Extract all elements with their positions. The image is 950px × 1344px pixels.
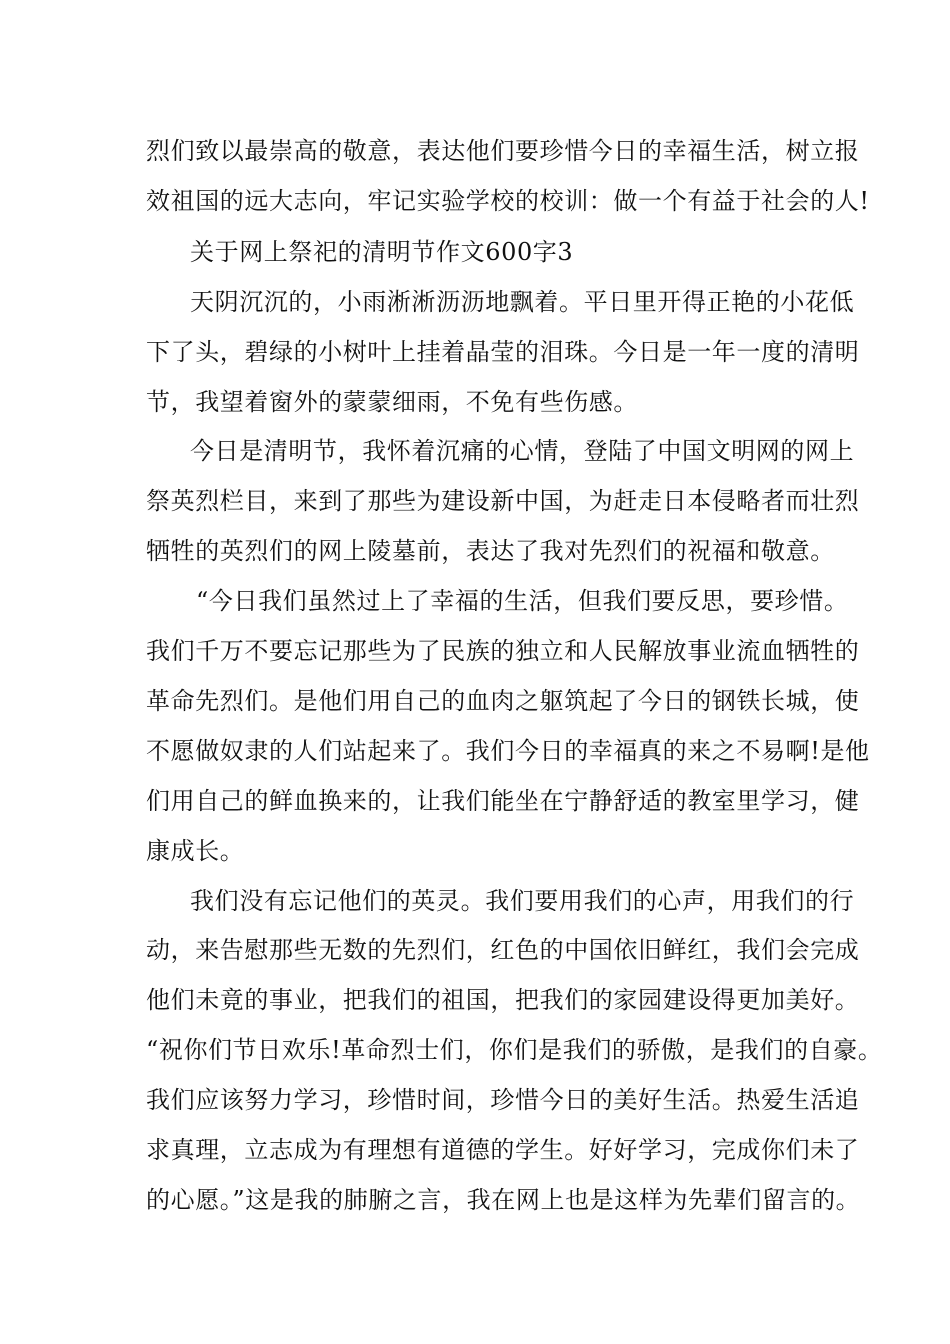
text-line: 下了头，碧绿的小树叶上挂着晶莹的泪珠。今日是一年一度的清明 <box>146 338 860 366</box>
text-line: 我们千万不要忘记那些为了民族的独立和人民解放事业流血牺牲的 <box>146 637 860 665</box>
text-line: 革命先烈们。是他们用自己的血肉之躯筑起了今日的钢铁长城，使 <box>146 687 860 715</box>
paragraph-start-line: 今日是清明节，我怀着沉痛的心情，登陆了中国文明网的网上 <box>190 437 855 465</box>
text-line: 祭英烈栏目，来到了那些为建设新中国，为赶走日本侵略者而壮烈 <box>146 487 860 515</box>
paragraph-start-line: 我们没有忘记他们的英灵。我们要用我们的心声，用我们的行 <box>190 887 855 915</box>
paragraph-start-line: 天阴沉沉的，小雨淅淅沥沥地飘着。平日里开得正艳的小花低 <box>190 288 855 316</box>
text-line: 节，我望着窗外的蒙蒙细雨，不免有些伤感。 <box>146 388 638 416</box>
text-line: 动，来告慰那些无数的先烈们，红色的中国依旧鲜红，我们会完成 <box>146 936 860 964</box>
text-line: 我们应该努力学习，珍惜时间，珍惜今日的美好生活。热爱生活追 <box>146 1086 860 1114</box>
text-line: 不愿做奴隶的人们站起来了。我们今日的幸福真的来之不易啊!是他 <box>146 737 870 765</box>
section-heading: 关于网上祭祀的清明节作文600字3 <box>190 238 574 266</box>
text-line: 效祖国的远大志向，牢记实验学校的校训：做一个有益于社会的人! <box>146 187 870 215</box>
text-line: 他们未竟的事业，把我们的祖国，把我们的家园建设得更加美好。 <box>146 986 860 1014</box>
text-line: 牺牲的英烈们的网上陵墓前，表达了我对先烈们的祝福和敬意。 <box>146 537 835 565</box>
text-line: “祝你们节日欢乐!革命烈士们，你们是我们的骄傲，是我们的自豪。 <box>146 1036 883 1064</box>
text-line: 的心愿。”这是我的肺腑之言，我在网上也是这样为先辈们留言的。 <box>146 1186 861 1214</box>
text-line: 们用自己的鲜血换来的，让我们能坐在宁静舒适的教室里学习，健 <box>146 787 860 815</box>
text-line: 求真理，立志成为有理想有道德的学生。好好学习，完成你们未了 <box>146 1136 860 1164</box>
text-line: 康成长。 <box>146 837 245 865</box>
text-line: 烈们致以最崇高的敬意，表达他们要珍惜今日的幸福生活，树立报 <box>146 137 860 165</box>
paragraph-start-line: “今日我们虽然过上了幸福的生活，但我们要反思，要珍惜。 <box>196 587 849 615</box>
